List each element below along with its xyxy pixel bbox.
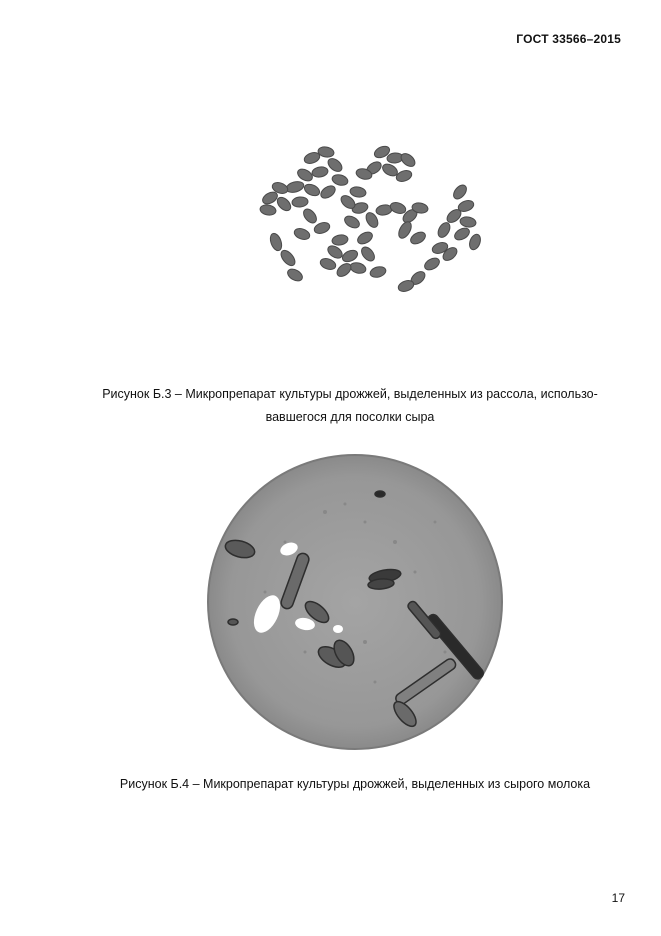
figure-b3-micrograph <box>240 130 500 310</box>
figure-b3-caption <box>80 383 620 429</box>
figure-b4-caption: Рисунок Б.4 – Микропрепарат культуры дрожжей, выделенных из сырого молока <box>119 777 591 791</box>
figure-b4-micrograph <box>205 452 505 752</box>
document-standard-header: ГОСТ 33566–2015 <box>516 32 621 46</box>
page-number: 17 <box>611 891 625 905</box>
figure-b3-caption-line1: Рисунок Б.3 – Микропрепарат культуры дрожжей, выделенных из рассола, использо- <box>102 387 598 401</box>
figure-b3-caption-line2: вавшегося для посолки сыра <box>265 410 435 424</box>
